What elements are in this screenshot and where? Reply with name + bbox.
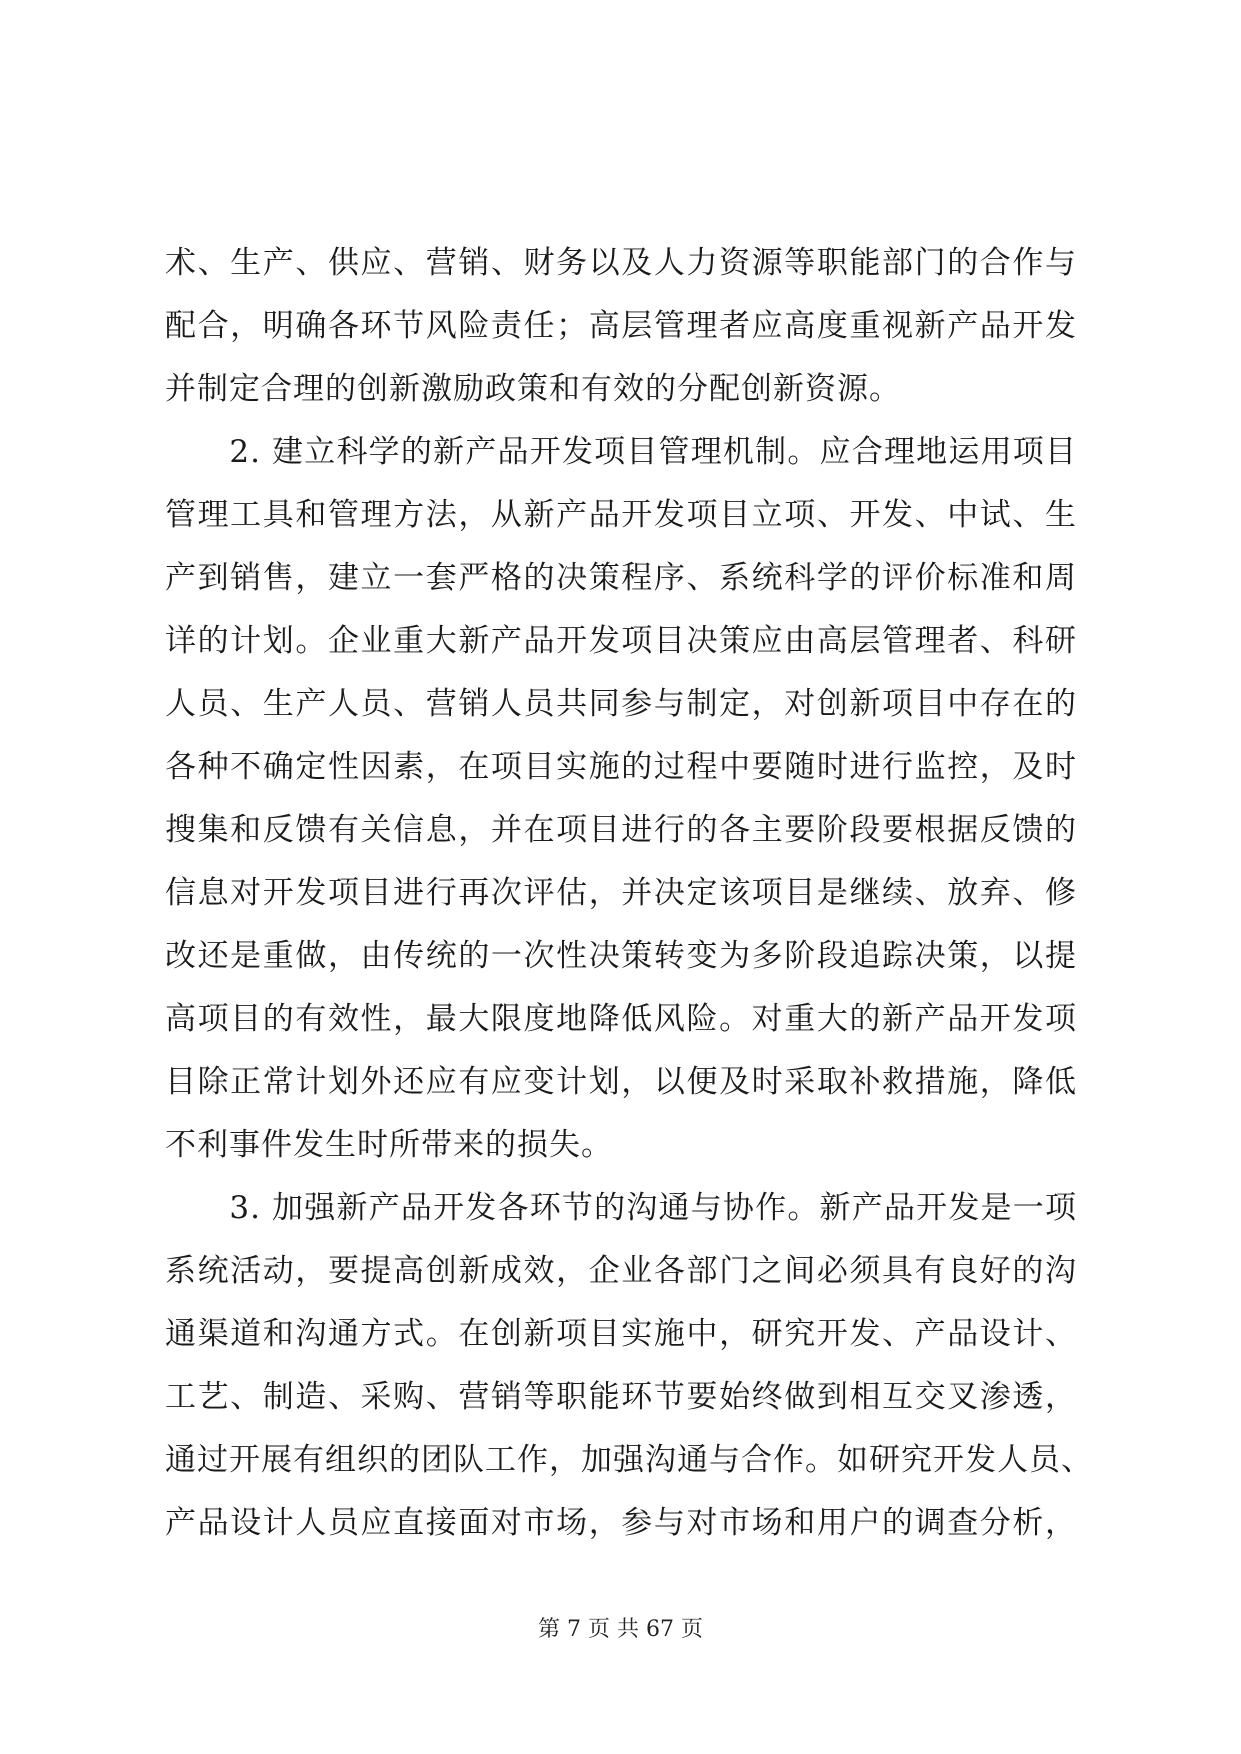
text-line: 术、生产、供应、营销、财务以及人力资源等职能部门的合作与 (165, 245, 1077, 281)
text-line: 各种不确定性因素，在项目实施的过程中要随时进行监控，及时 (165, 749, 1077, 785)
text-line: 通过开展有组织的团队工作，加强沟通与合作。如研究开发人员、 (165, 1442, 1093, 1478)
text-line: 人员、生产人员、营销人员共同参与制定，对创新项目中存在的 (165, 686, 1077, 722)
text-line: 目除正常计划外还应有应变计划，以便及时采取补救措施，降低 (165, 1064, 1077, 1100)
text-line: 通渠道和沟通方式。在创新项目实施中，研究开发、产品设计、 (165, 1316, 1077, 1352)
text-line: 信息对开发项目进行再次评估，并决定该项目是继续、放弃、修 (165, 875, 1077, 911)
page-footer: 第 7 页 共 67 页 (538, 1617, 703, 1642)
text-line: 2. 建立科学的新产品开发项目管理机制。应合理地运用项目 (165, 434, 1077, 470)
text-line: 产品设计人员应直接面对市场，参与对市场和用户的调查分析， (165, 1505, 1077, 1541)
text-line: 详的计划。企业重大新产品开发项目决策应由高层管理者、科研 (165, 623, 1077, 659)
text-line: 高项目的有效性，最大限度地降低风险。对重大的新产品开发项 (165, 1001, 1077, 1037)
body-text (165, 232, 1093, 1555)
text-line: 不利事件发生时所带来的损失。 (165, 1127, 613, 1163)
text-line: 配合，明确各环节风险责任；高层管理者应高度重视新产品开发 (165, 308, 1077, 344)
text-line: 管理工具和管理方法，从新产品开发项目立项、开发、中试、生 (165, 497, 1077, 533)
text-line: 产到销售，建立一套严格的决策程序、系统科学的评价标准和周 (165, 560, 1077, 596)
text-line: 系统活动，要提高创新成效，企业各部门之间必须具有良好的沟 (165, 1253, 1077, 1289)
text-line: 改还是重做，由传统的一次性决策转变为多阶段追踪决策，以提 (165, 938, 1077, 974)
text-line: 工艺、制造、采购、营销等职能环节要始终做到相互交叉渗透， (165, 1379, 1077, 1415)
text-line: 并制定合理的创新激励政策和有效的分配创新资源。 (165, 371, 901, 407)
text-line: 3. 加强新产品开发各环节的沟通与协作。新产品开发是一项 (165, 1190, 1077, 1226)
text-line: 搜集和反馈有关信息，并在项目进行的各主要阶段要根据反馈的 (165, 812, 1077, 848)
